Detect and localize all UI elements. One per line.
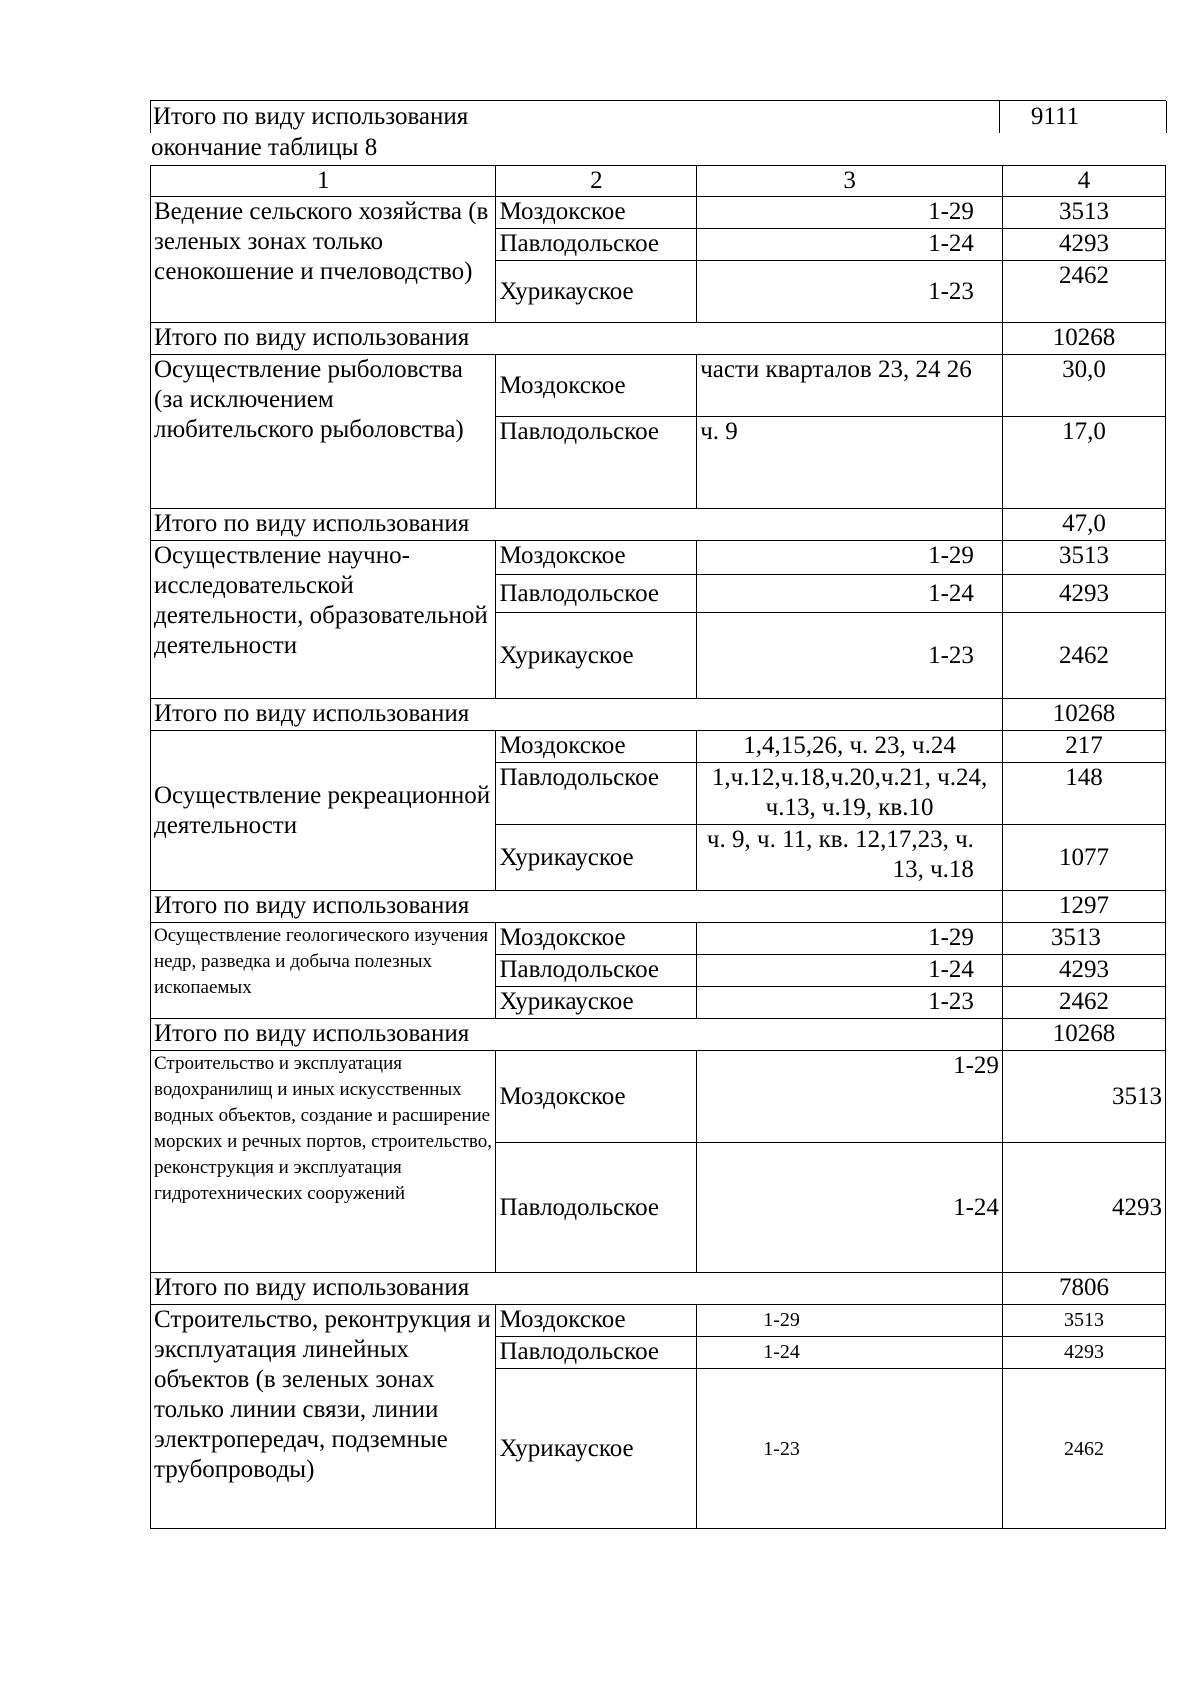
area-cell: 4293	[1002, 229, 1165, 261]
area-cell: 2462	[1002, 613, 1165, 699]
total-label: Итого по виду использования	[151, 1019, 1003, 1051]
blocks-cell: 1-23	[697, 1369, 1003, 1529]
area-cell: 30,0	[1002, 355, 1165, 417]
district-cell: Моздокское	[496, 923, 697, 955]
table-row	[151, 1305, 1166, 1337]
table-row	[151, 197, 1166, 229]
top-total-label: Итого по виду использования	[153, 103, 469, 130]
district-cell: Хурикауское	[496, 613, 697, 699]
blocks-cell: 1-24	[697, 1337, 1003, 1369]
area-cell: 148	[1002, 763, 1165, 825]
blocks-cell: 1-24	[697, 229, 1003, 261]
table-row	[151, 923, 1166, 955]
header-cell: 3	[697, 166, 1003, 197]
total-label: Итого по виду использования	[151, 699, 1003, 731]
blocks-cell: 1-29	[697, 541, 1003, 575]
area-cell: 1077	[1002, 825, 1165, 891]
district-cell: Павлодольское	[496, 1143, 697, 1273]
table-row	[151, 731, 1166, 763]
use-type-cell: Осуществление научно-исследовательской деятельности, образовательной деятельности	[151, 541, 496, 699]
blocks-cell: 1-29	[697, 1305, 1003, 1337]
table-row	[151, 355, 1166, 417]
area-cell: 17,0	[1002, 417, 1165, 509]
table-header-row	[151, 166, 1166, 197]
total-value: 47,0	[1002, 509, 1165, 541]
total-value: 1297	[1002, 891, 1165, 923]
total-value: 10268	[1002, 699, 1165, 731]
blocks-cell: ч. 9	[697, 417, 1003, 509]
area-cell: 4293	[1002, 1337, 1165, 1369]
district-cell: Хурикауское	[496, 1369, 697, 1529]
area-cell: 2462	[1002, 987, 1165, 1019]
blocks-cell: 1-29	[697, 923, 1003, 955]
blocks-cell: 1-23	[697, 261, 1003, 323]
district-cell: Моздокское	[496, 541, 697, 575]
area-cell: 217	[1002, 731, 1165, 763]
district-cell: Хурикауское	[496, 261, 697, 323]
district-cell: Моздокское	[496, 197, 697, 229]
top-total-value: 9111	[1030, 103, 1080, 130]
total-value: 7806	[1002, 1273, 1165, 1305]
area-cell: 3513	[1002, 541, 1165, 575]
area-cell: 3513	[1002, 923, 1165, 955]
table-row	[151, 541, 1166, 575]
document-page	[150, 100, 1166, 1529]
district-cell: Павлодольское	[496, 417, 697, 509]
blocks-cell: 1,4,15,26, ч. 23, ч.24	[697, 731, 1003, 763]
total-row	[151, 1273, 1166, 1305]
use-type-cell: Ведение сельского хозяйства (в зеленых зонах только сенокошение и пчеловодство)	[151, 197, 496, 323]
total-row	[151, 509, 1166, 541]
blocks-cell: части кварталов 23, 24 26	[697, 355, 1003, 417]
total-label: Итого по виду использования	[151, 509, 1003, 541]
district-cell: Моздокское	[496, 1051, 697, 1143]
blocks-cell: 1-24	[697, 1143, 1003, 1273]
use-type-cell: Строительство, реконтрукция и эксплуатация линейных объектов (в зеленых зонах только линии связи, линии электропередач, подземные трубопроводы)	[151, 1305, 496, 1529]
top-total-row	[150, 100, 1166, 133]
header-cell: 4	[1002, 166, 1165, 197]
area-cell: 4293	[1002, 955, 1165, 987]
use-type-cell: Строительство и эксплуатация водохранилищ и иных искусственных водных объектов, создание и расширение морских и речных портов, строительство, реконструкция и эксплуатация гидротехнических сооружений	[151, 1051, 496, 1273]
area-cell: 3513	[1002, 1051, 1165, 1143]
blocks-cell: 1-29	[697, 1051, 1003, 1143]
district-cell: Павлодольское	[496, 763, 697, 825]
area-cell: 4293	[1002, 575, 1165, 613]
district-cell: Моздокское	[496, 731, 697, 763]
blocks-cell: 1-29	[697, 197, 1003, 229]
blocks-cell: 1,ч.12,ч.18,ч.20,ч.21, ч.24, ч.13, ч.19, кв.10	[697, 763, 1003, 825]
total-row	[151, 699, 1166, 731]
total-label: Итого по виду использования	[151, 323, 1003, 355]
table-caption: окончание таблицы 8	[151, 134, 378, 161]
total-row	[151, 1019, 1166, 1051]
district-cell: Хурикауское	[496, 987, 697, 1019]
total-label: Итого по виду использования	[151, 891, 1003, 923]
total-row	[151, 323, 1166, 355]
total-value: 10268	[1002, 1019, 1165, 1051]
use-type-cell: Осуществление геологического изучения недр, разведка и добыча полезных ископаемых	[151, 923, 496, 1019]
district-cell: Павлодольское	[496, 955, 697, 987]
area-cell: 3513	[1002, 1305, 1165, 1337]
area-cell: 4293	[1002, 1143, 1165, 1273]
total-row	[151, 891, 1166, 923]
total-label: Итого по виду использования	[151, 1273, 1003, 1305]
district-cell: Моздокское	[496, 355, 697, 417]
district-cell: Павлодольское	[496, 1337, 697, 1369]
blocks-cell: 1-24	[697, 575, 1003, 613]
blocks-cell: 1-23	[697, 613, 1003, 699]
use-type-cell: Осуществление рекреационной деятельности	[151, 731, 496, 891]
district-cell: Моздокское	[496, 1305, 697, 1337]
area-cell: 2462	[1002, 1369, 1165, 1529]
total-value: 10268	[1002, 323, 1165, 355]
district-cell: Павлодольское	[496, 229, 697, 261]
table-row	[151, 1051, 1166, 1143]
blocks-cell: ч. 9, ч. 11, кв. 12,17,23, ч. 13, ч.18	[697, 825, 1003, 891]
blocks-cell: 1-24	[697, 955, 1003, 987]
header-cell: 2	[496, 166, 697, 197]
district-cell: Павлодольское	[496, 575, 697, 613]
district-cell: Хурикауское	[496, 825, 697, 891]
use-type-cell: Осуществление рыболовства (за исключением любительского рыболовства)	[151, 355, 496, 509]
blocks-cell: 1-23	[697, 987, 1003, 1019]
header-cell: 1	[151, 166, 496, 197]
area-cell: 3513	[1002, 197, 1165, 229]
land-use-table	[150, 165, 1166, 1529]
area-cell: 2462	[1002, 261, 1165, 323]
